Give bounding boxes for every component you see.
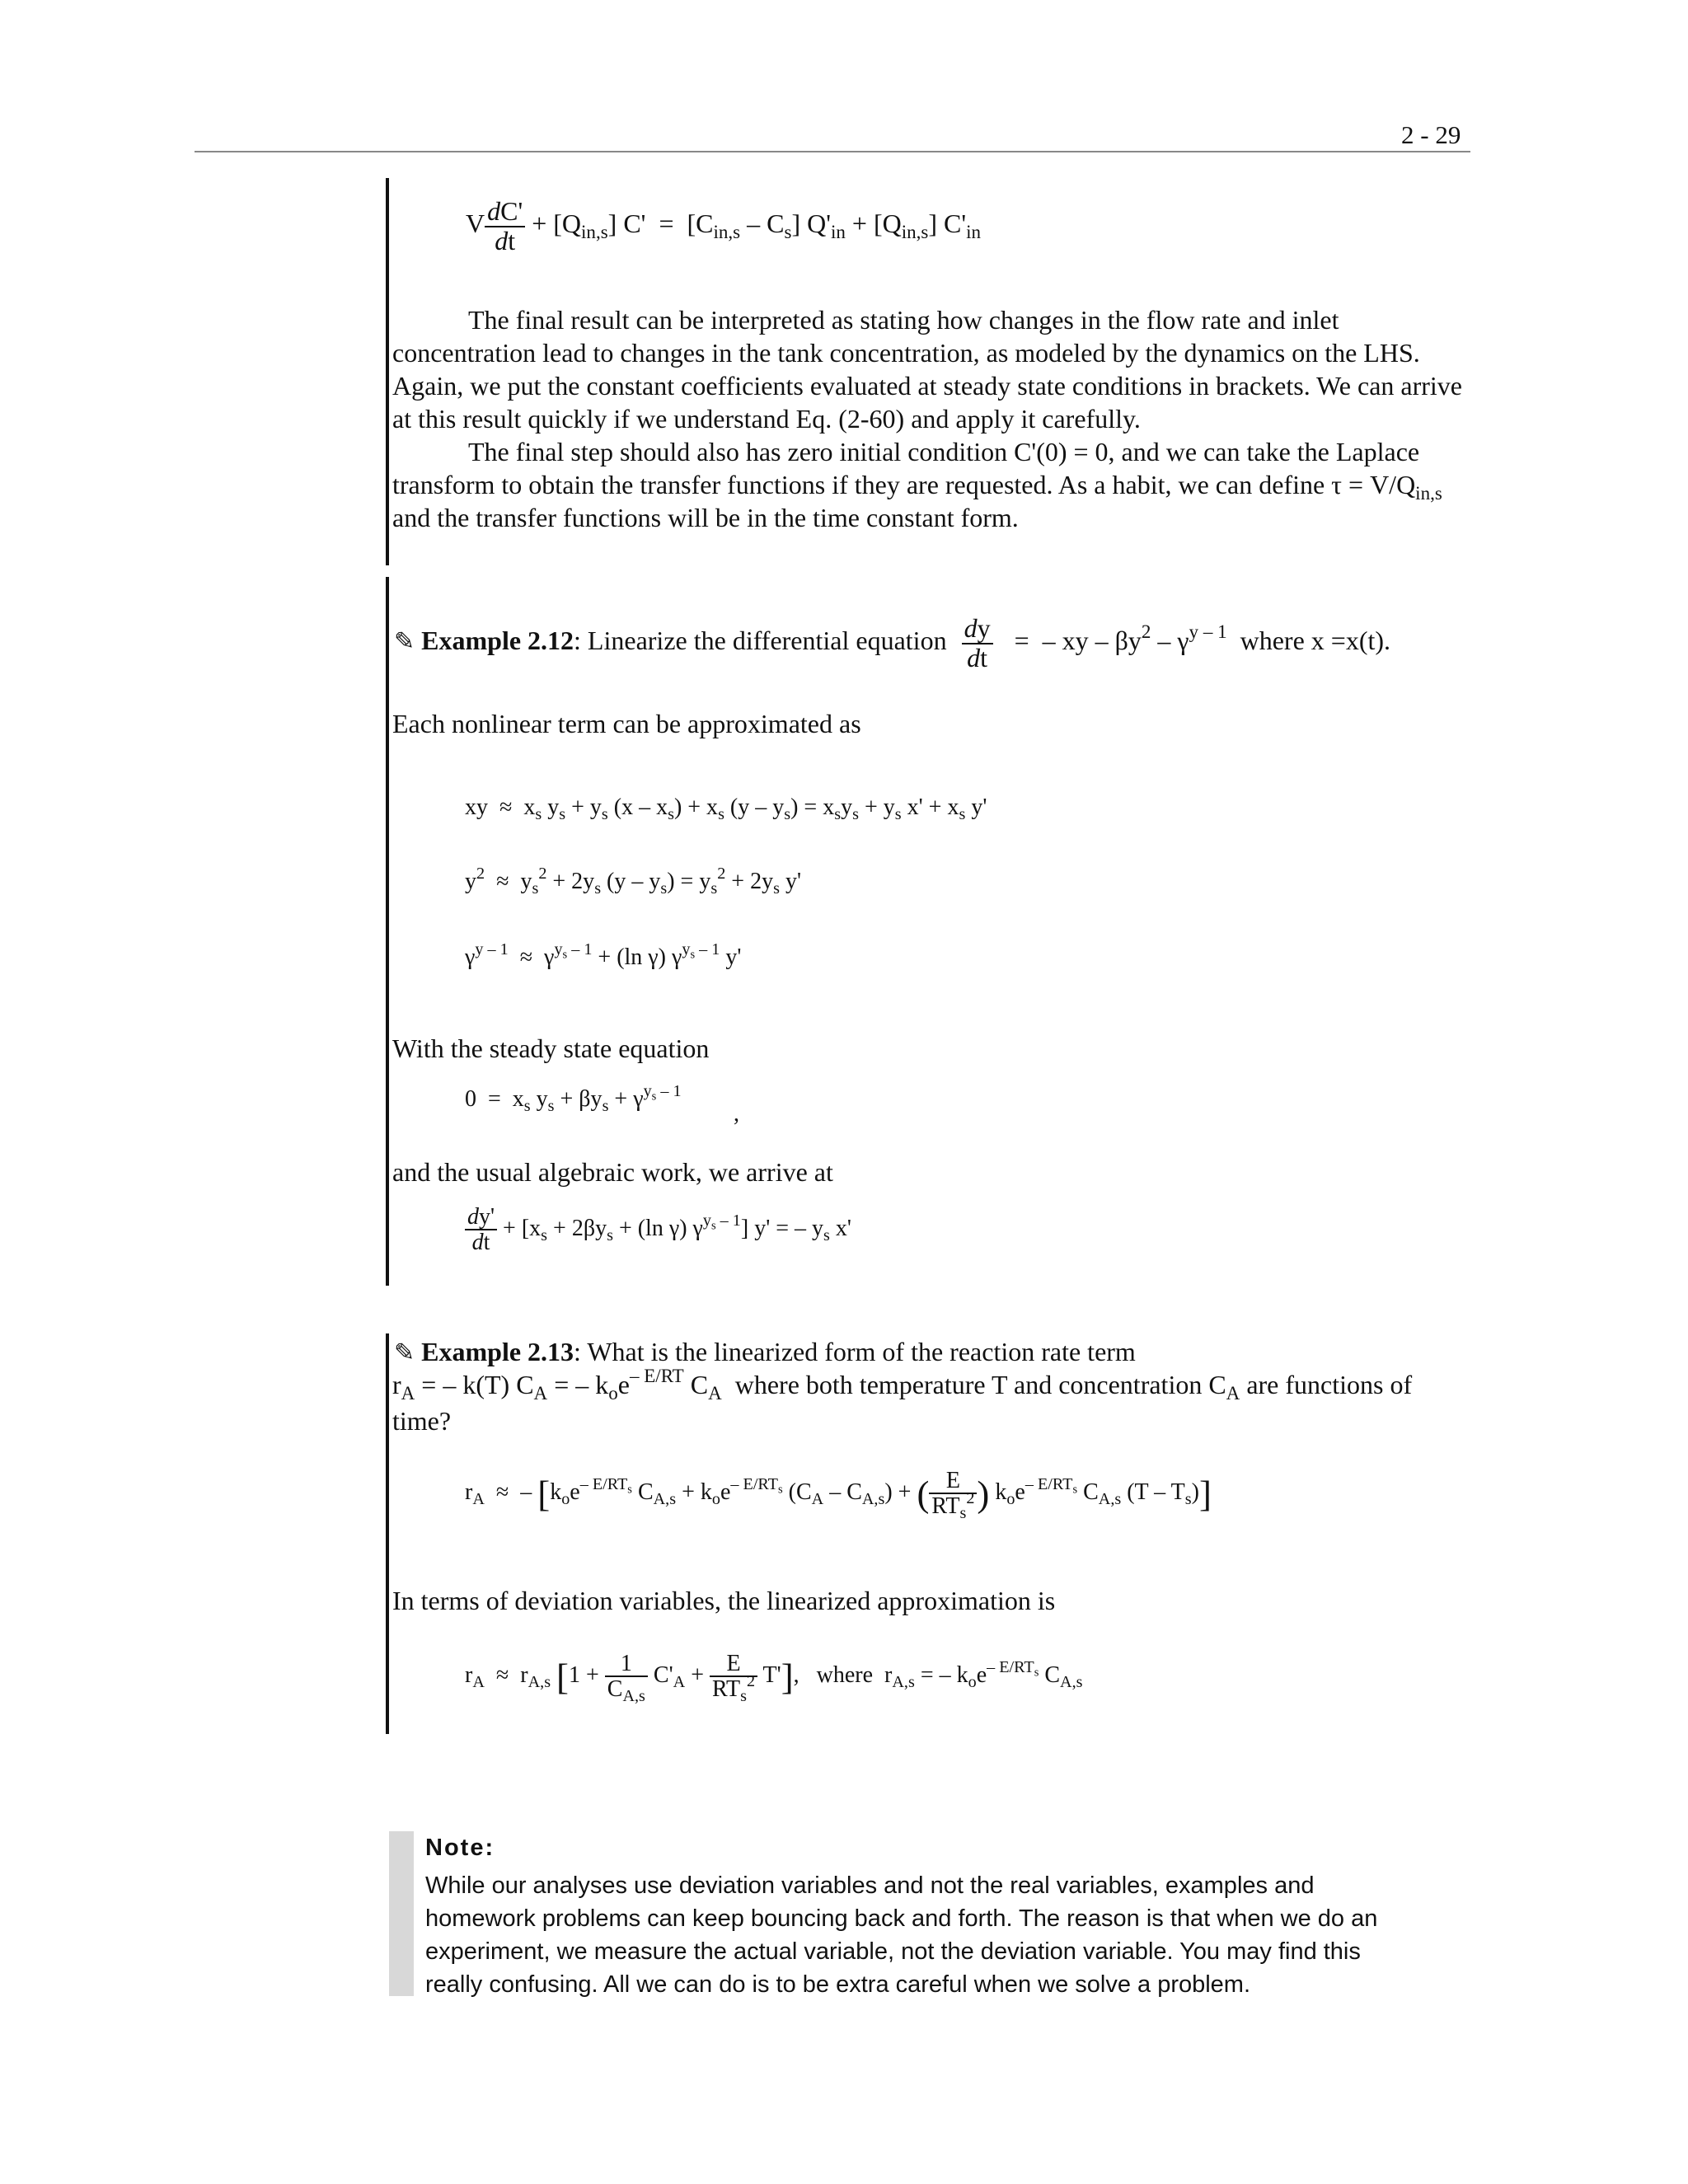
note-title: Note: bbox=[425, 1835, 495, 1861]
example-13-heading bbox=[394, 1337, 1136, 1367]
equation-rate-deviation: $r_A \approx r_{A,s}$ [1 + $\frac{1}{C_{A,s}}$ $C'_A$ + $\frac{E}{RT_s^2}$ T'], where $r_{A,s}$ = – $k_oe^{- E/RT_s}$ $C_{A,s}$ bbox=[465, 1651, 1083, 1706]
equation-steady-state: $0 = x_s$ $y_s + \beta y_s + \gamma^{y_s - 1}$ bbox=[465, 1081, 682, 1116]
example-13-label: Example 2.13 bbox=[421, 1337, 574, 1366]
equation-mass-balance: V $\frac{dC'}{dt}$ + $[Q_{in,s}] C' = [C_{in,s} - C_s] Q'_{in} + [Q_{in,s}]$ $C'_{in}$ bbox=[466, 196, 982, 255]
example-12-text: : Linearize the differential equation bbox=[574, 625, 947, 655]
example-12-heading: ✎ Example 2.12: Linearize the differential equation $\frac{dy}{dt}$ = – xy – $\beta y^2 - \gamma^{y - 1}$ where x =x(t). bbox=[394, 613, 1391, 673]
margin-bar bbox=[386, 178, 389, 565]
where-word: where bbox=[816, 1661, 874, 1688]
pencil-icon: ✎ bbox=[394, 1339, 415, 1366]
equation-gamma-approx: $\gamma^{y - 1} \approx \gamma^{y_s - 1} + (\ln$ γ) $\gamma^{y_s - 1}$ y' bbox=[465, 940, 742, 970]
example-13-line2: $r_A$ = – k(T) $C_A$ = – $k_oe^{- E/RT}$ $C_A$ where both temperature T and concentration $C_A$ are functions of bbox=[392, 1365, 1413, 1404]
deviation-intro: In terms of deviation variables, the linearized approximation is bbox=[392, 1586, 1056, 1615]
comma: , bbox=[734, 1101, 739, 1127]
paragraph-2-text: The final step should also has zero initial condition C'(0) = 0, and we can take the Laplace transform to obtain the transfer functions if they are requested. As a habit, we can define τ = V/Q bbox=[392, 437, 1420, 499]
equation-xy-approx: xy ≈ $x_s$ $y_s + y_s$ $(x - x_s) + x_s$ $(y - y_s) = x_sy_s + y_s$ $x' + x_s$ y' bbox=[465, 794, 987, 824]
approx-intro: Each nonlinear term can be approximated as bbox=[392, 709, 861, 738]
example-13-line3: time? bbox=[392, 1406, 452, 1436]
equation-y2-approx: $y^2 \approx y_s^2 + 2y_s$ $(y - y_s) = y_s^2 + 2y_s$ y' bbox=[465, 864, 801, 898]
pencil-icon: ✎ bbox=[394, 627, 415, 655]
example-13-line2-tail: where both temperature T and concentration C bbox=[734, 1370, 1226, 1399]
page-number: 2 - 29 bbox=[1401, 120, 1461, 149]
paragraph-2-tail: and the transfer functions will be in the time constant form. bbox=[392, 503, 1019, 532]
section1-text bbox=[392, 303, 1464, 534]
note-body: While our analyses use deviation variables and not the real variables, examples and homework problems can keep bouncing back and forth. The reason is that when we do an experiment, we measure the actual variable, not the deviation variable. You may find this really confusing. All we can do is to be extra careful when we solve a problem. bbox=[425, 1872, 1378, 1998]
example-12-tail: where x =x(t). bbox=[1240, 625, 1391, 655]
example-13-line2-tail2: are functions of bbox=[1240, 1370, 1413, 1399]
equation-rate-approx: $r_A$ ≈ – [$k_oe^{- E/RT_s}$ $C_{A,s} + k_oe^{- E/RT_s}$ $(C_A - C_{A,s})$ + ( $\frac{E}{RT_s^2}$ ) $k_oe^{- E/RT_s}$ $C_{A,s}$ $(T - T_s)$] bbox=[465, 1468, 1212, 1523]
equation-linearized-result: $\frac{dy'}{dt}$ + [$x_s + 2\beta y_s + (\ln$ γ) $\gamma^{y_s - 1}$] y' = – $y_s$ x' bbox=[465, 1205, 851, 1255]
margin-bar bbox=[386, 577, 389, 1286]
margin-bar bbox=[386, 1333, 389, 1734]
paragraph-1: The final result can be interpreted as stating how changes in the flow rate and inlet concentration lead to changes in the tank concentration, as modeled by the dynamics on the LHS. Again, we put the constant coefficients evaluated at steady state conditions in brackets. We can arrive at this result quickly if we understand Eq. (2-60) and apply it carefully. bbox=[392, 305, 1462, 434]
steady-intro: With the steady state equation bbox=[392, 1033, 710, 1063]
paragraph-2 bbox=[392, 435, 1464, 534]
note-bar bbox=[389, 1831, 414, 1996]
algebra-intro: and the usual algebraic work, we arrive at bbox=[392, 1157, 833, 1187]
example-12-label: Example 2.12 bbox=[421, 625, 574, 655]
paragraph-2-subscript: in,s bbox=[1415, 481, 1442, 504]
header-rule bbox=[195, 151, 1470, 152]
example-13-text: : What is the linearized form of the reaction rate term bbox=[574, 1337, 1136, 1366]
